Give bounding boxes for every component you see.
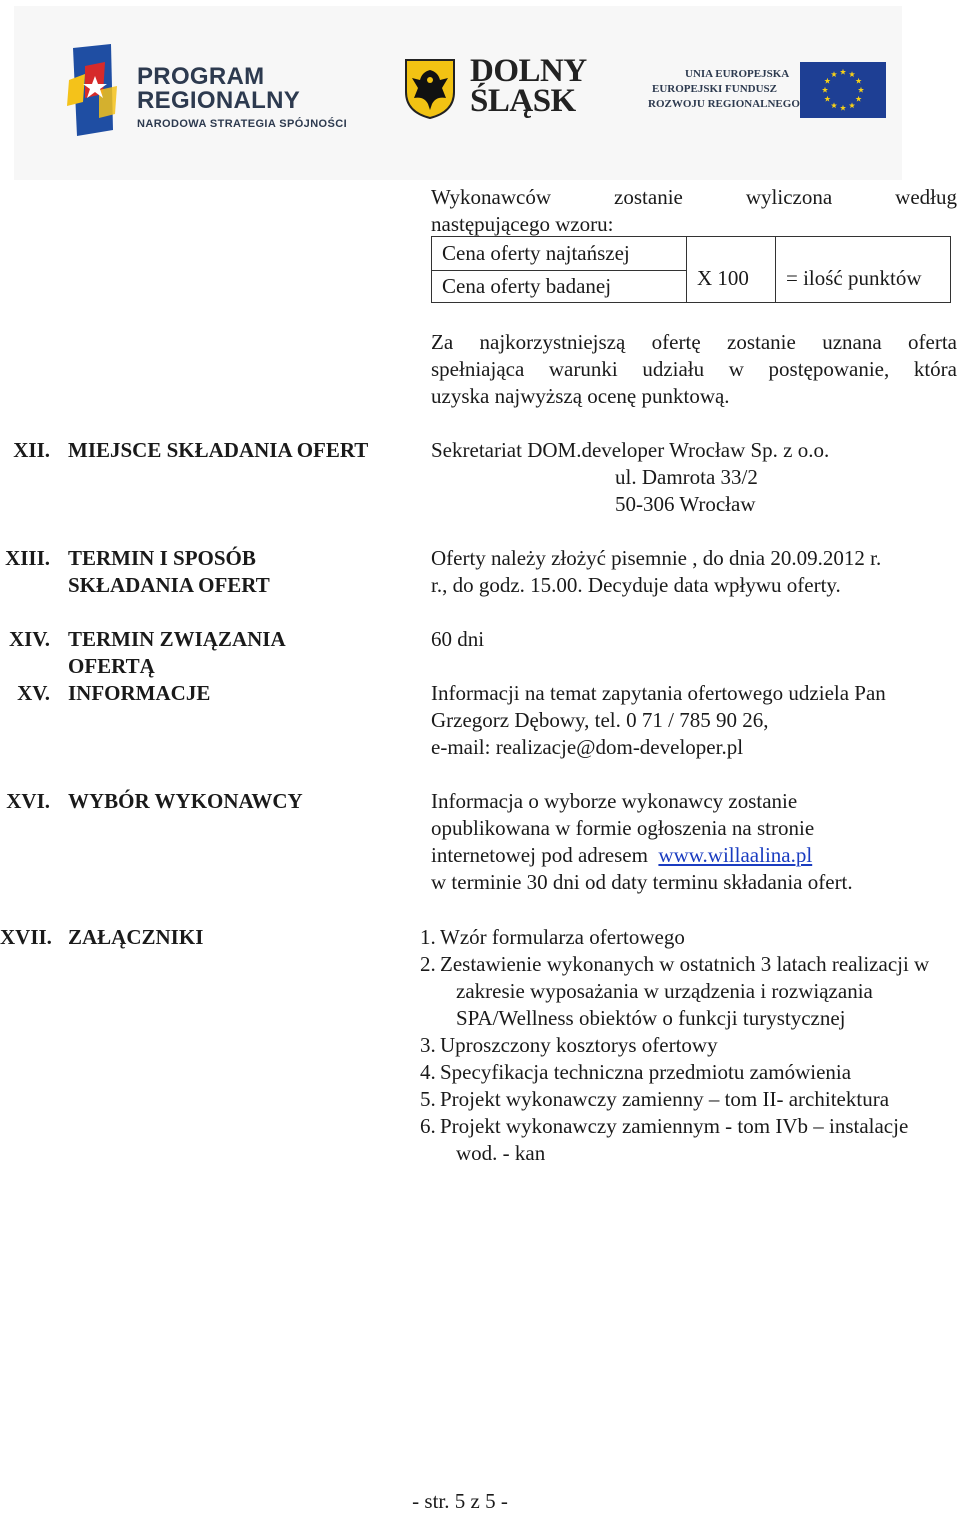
section-xiv-number: XIV. <box>8 627 50 651</box>
program-regionalny-line3: NARODOWA STRATEGIA SPÓJNOŚCI <box>137 118 348 130</box>
attachment-3-number: 3. <box>420 1033 436 1057</box>
section-xii-heading: MIEJSCE SKŁADANIA OFERT <box>68 438 369 462</box>
section-xv-line1: Informacji na temat zapytania ofertowego udziela Pan <box>431 681 886 705</box>
section-xvi-line1: Informacja o wyborze wykonawcy zostanie <box>431 789 798 813</box>
formula-denominator: Cena oferty badanej <box>432 271 687 303</box>
section-xvi-line3-prefix: internetowej pod adresem <box>431 843 659 867</box>
score-formula-table <box>431 236 951 303</box>
ue-logo-line2: EUROPEJSKI FUNDUSZ <box>652 83 777 95</box>
page-number-footer: - str. 5 z 5 - <box>412 1489 508 1513</box>
section-xii-line2: ul. Damrota 33/2 <box>615 465 758 489</box>
attachment-1-text: Wzór formularza ofertowego <box>440 925 685 949</box>
eu-flag-icon <box>800 62 886 118</box>
best-offer-line2: spełniająca warunki udziału w postępowanie, która <box>431 357 957 381</box>
attachment-4-number: 4. <box>420 1060 436 1084</box>
section-xv-heading: INFORMACJE <box>68 681 211 705</box>
list-item <box>420 1113 930 1167</box>
attachment-5-number: 5. <box>420 1087 436 1111</box>
attachment-6-text: Projekt wykonawczy zamiennym - tom IVb – instalacje wod. - kan <box>440 1114 909 1165</box>
ue-logo-line1: UNIA EUROPEJSKA <box>685 68 790 80</box>
intro-line1 <box>431 184 957 211</box>
attachment-1-number: 1. <box>420 925 436 949</box>
intro-word-2: zostanie <box>614 185 683 209</box>
dolny-slask-line1: DOLNY <box>470 53 587 89</box>
list-item <box>420 1086 930 1113</box>
section-xvi-line3 <box>431 842 812 869</box>
attachment-5-text: Projekt wykonawczy zamienny – tom II- architektura <box>440 1087 890 1111</box>
program-regionalny-emblem-icon <box>55 40 135 140</box>
list-item <box>420 1032 930 1059</box>
willaalina-link[interactable]: www.willaalina.pl <box>658 843 813 867</box>
section-xiii-line2: r., do godz. 15.00. Decyduje data wpływu oferty. <box>431 573 841 597</box>
ue-logo-line3: ROZWOJU REGIONALNEGO <box>648 98 800 110</box>
attachment-6-number: 6. <box>420 1114 436 1138</box>
section-xiv-heading-line1: TERMIN ZWIĄZANIA <box>68 627 286 651</box>
section-xiii-heading-line1: TERMIN I SPOSÓB <box>68 546 256 570</box>
section-xvii-number: XVII. <box>0 925 52 949</box>
formula-result: = ilość punktów <box>776 237 951 303</box>
section-xiv-line1: 60 dni <box>431 627 485 651</box>
list-item <box>420 1059 930 1086</box>
best-offer-line3: uzyska najwyższą ocenę punktową. <box>431 384 730 408</box>
section-xii-number: XII. <box>13 438 50 462</box>
dolny-slask-line2: ŚLĄSK <box>470 83 576 119</box>
section-xvii-heading: ZAŁĄCZNIKI <box>68 925 204 949</box>
attachment-4-text: Specyfikacja techniczna przedmiotu zamówienia <box>440 1060 852 1084</box>
section-xvi-heading: WYBÓR WYKONAWCY <box>68 789 303 813</box>
intro-word-1: Wykonawców <box>431 185 552 209</box>
attachment-2-number: 2. <box>420 952 436 976</box>
section-xv-line3: e-mail: realizacje@dom-developer.pl <box>431 735 744 759</box>
intro-word-4: według <box>895 185 957 209</box>
section-xii-line1: Sekretariat DOM.developer Wrocław Sp. z o.o. <box>431 438 830 462</box>
best-offer-line1: Za najkorzystniejszą ofertę zostanie uznana oferta <box>431 330 957 354</box>
list-item <box>420 924 930 951</box>
section-xiii-number: XIII. <box>5 546 50 570</box>
dolny-slask-crest-icon <box>404 58 456 120</box>
formula-numerator: Cena oferty najtańszej <box>432 237 687 271</box>
attachment-2-text: Zestawienie wykonanych w ostatnich 3 latach realizacji w zakresie wyposażania w urządzenia i rozwiązania SPA/Wellness obiektów o funkcji turystycznej <box>440 952 930 1030</box>
list-item <box>420 951 930 1032</box>
program-regionalny-line1: PROGRAM <box>137 63 265 90</box>
section-xiii-heading-line2: SKŁADANIA OFERT <box>68 573 270 597</box>
best-offer-paragraph <box>431 329 957 410</box>
section-xv-line2: Grzegorz Dębowy, tel. 0 71 / 785 90 26, <box>431 708 769 732</box>
section-xvi-line2: opublikowana w formie ogłoszenia na stronie <box>431 816 815 840</box>
section-xvi-line4: w terminie 30 dni od daty terminu składania ofert. <box>431 870 853 894</box>
section-xiv-heading-line2: OFERTĄ <box>68 654 155 678</box>
section-xiii-line1: Oferty należy złożyć pisemnie , do dnia 20.09.2012 r. <box>431 546 882 570</box>
intro-word-3: wyliczona <box>745 185 833 209</box>
attachment-3-text: Uproszczony kosztorys ofertowy <box>440 1033 718 1057</box>
section-xii-line3: 50-306 Wrocław <box>615 492 756 516</box>
attachments-list <box>420 924 930 1167</box>
section-xv-number: XV. <box>17 681 50 705</box>
program-regionalny-line2: REGIONALNY <box>137 87 301 114</box>
formula-multiplier: X 100 <box>687 237 776 303</box>
intro-line2: następującego wzoru: <box>431 212 614 236</box>
dolny-slask-logo <box>404 58 464 122</box>
section-xvi-number: XVI. <box>6 789 50 813</box>
